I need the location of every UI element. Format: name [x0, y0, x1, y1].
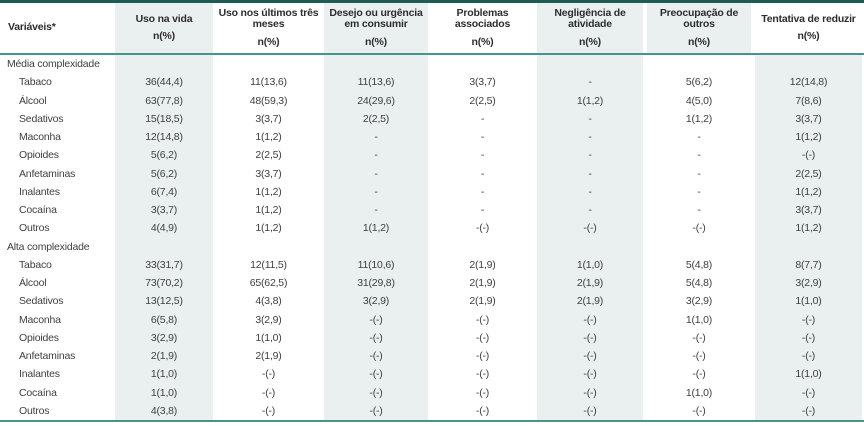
table-cell: -(-)	[322, 402, 430, 420]
table-row	[0, 146, 864, 164]
row-label: Outros	[19, 404, 50, 417]
table-cell: -	[535, 146, 645, 164]
table-cell: 3(2,9)	[255, 313, 282, 326]
table-cell: 2(2,5)	[255, 149, 282, 162]
table-cell: -(-)	[475, 386, 490, 399]
column-header-unit: n(%)	[797, 30, 820, 42]
table-cell: 1(1,2)	[255, 185, 282, 198]
row-label: Tabaco	[19, 258, 52, 271]
table-cell: 73(70,2)	[113, 274, 215, 292]
table-cell: -	[480, 149, 485, 162]
column-header-label: Preocupação de outros	[659, 6, 739, 31]
table-cell: -(-)	[322, 384, 430, 402]
table-cell: 3(3,7)	[113, 201, 215, 219]
table-cell: -(-)	[753, 329, 864, 347]
table-cell: 1(1,2)	[322, 219, 430, 237]
table-cell-empty	[753, 238, 864, 256]
table-row	[0, 92, 864, 110]
table-row	[0, 128, 864, 146]
table-cell: -	[480, 167, 485, 180]
table-cell: 1(1,0)	[113, 365, 215, 383]
table-row	[0, 384, 864, 402]
column-header-label: Negligência de atividade	[554, 6, 626, 31]
table-cell: 7(8,6)	[753, 92, 864, 110]
table-cell-empty	[113, 238, 215, 256]
table-cell: -	[322, 128, 430, 146]
row-label: Maconha	[19, 131, 61, 144]
table-cell: 4(3,8)	[255, 295, 282, 308]
table-cell: 2(2,5)	[322, 110, 430, 128]
table-cell-empty	[322, 238, 430, 256]
table-cell-empty	[645, 238, 753, 256]
row-label: Sedativos	[19, 295, 64, 308]
column-header-unit: n(%)	[579, 35, 601, 48]
row-label: Cocaína	[19, 204, 57, 217]
table-cell: 4(5,0)	[685, 94, 713, 107]
table-cell: 1(1,2)	[685, 112, 713, 125]
table-row	[0, 365, 864, 383]
table-cell: 3(3,7)	[255, 112, 282, 125]
table-cell: -(-)	[322, 311, 430, 329]
row-label: Tabaco	[19, 76, 52, 89]
table-cell: 5(4,8)	[685, 258, 713, 271]
table-cell: 15(18,5)	[113, 110, 215, 128]
row-label: Álcool	[19, 94, 47, 107]
table-cell: 1(1,2)	[753, 219, 864, 237]
table-cell: 11(13,6)	[250, 76, 287, 89]
table-row	[0, 165, 864, 183]
table-cell: 3(2,9)	[322, 292, 430, 310]
table-cell: 2(1,9)	[535, 274, 645, 292]
table-cell: 31(29,8)	[322, 274, 430, 292]
table-cell: 1(1,0)	[753, 365, 864, 383]
table-cell: -(-)	[753, 384, 864, 402]
column-header-8	[753, 3, 864, 53]
table-row	[0, 256, 864, 274]
column-header-label: Tentativa de reduzir	[761, 12, 856, 25]
table-cell-empty	[430, 238, 535, 256]
column-header-unit: n(%)	[257, 35, 280, 48]
table-cell: 2(1,9)	[469, 295, 496, 308]
table-cell: 2(2,5)	[753, 165, 864, 183]
table-cell: 2(1,9)	[469, 258, 496, 271]
table-cell: 13(12,5)	[113, 292, 215, 310]
table-cell: -(-)	[753, 146, 864, 164]
table-cell: -(-)	[692, 331, 706, 344]
table-cell: -	[697, 149, 701, 162]
table-cell: 1(1,2)	[255, 131, 282, 144]
table-cell: 1(1,2)	[753, 128, 864, 146]
column-header-4	[322, 3, 430, 53]
table-cell: -(-)	[322, 365, 430, 383]
table-cell: -	[697, 131, 701, 144]
table-cell: 12(14,8)	[753, 73, 864, 91]
table-cell: 3(2,9)	[113, 329, 215, 347]
table-cell: 5(6,2)	[685, 76, 713, 89]
table-cell: -	[480, 204, 485, 217]
table-cell: 1(1,0)	[255, 331, 282, 344]
section-row	[0, 55, 864, 73]
table-row	[0, 110, 864, 128]
table-cell: -(-)	[692, 222, 706, 235]
table-cell: 11(13,6)	[322, 73, 430, 91]
row-label: Maconha	[19, 313, 61, 326]
table-cell: -	[535, 183, 645, 201]
column-header-label: Desejo ou urgência em consumir	[329, 6, 423, 31]
table-cell: -(-)	[322, 347, 430, 365]
table-cell-empty	[215, 238, 322, 256]
column-header-unit: n(%)	[688, 35, 710, 48]
table-cell: -	[535, 201, 645, 219]
table-cell-empty	[113, 55, 215, 73]
table-cell: 1(1,0)	[685, 386, 713, 399]
table-cell: -(-)	[753, 311, 864, 329]
table-cell: 4(3,8)	[113, 402, 215, 420]
table-cell: -(-)	[535, 402, 645, 420]
table-cell: 3(3,7)	[255, 167, 282, 180]
row-label: Anfetaminas	[19, 167, 76, 180]
table-body	[0, 55, 864, 422]
table-cell: 11(10,6)	[322, 256, 430, 274]
column-header-5	[430, 3, 535, 53]
table-cell: 12(11,5)	[250, 258, 287, 271]
table-cell: -(-)	[692, 350, 706, 363]
table-cell: 1(1,2)	[255, 204, 282, 217]
table-cell: -	[697, 167, 701, 180]
table-row	[0, 73, 864, 91]
table-cell: 4(4,9)	[113, 219, 215, 237]
table-cell: -	[480, 112, 485, 125]
column-header-label: Uso nos últimos três meses	[218, 6, 319, 31]
table-cell: -(-)	[753, 402, 864, 420]
table-row	[0, 292, 864, 310]
table-cell-empty	[215, 55, 322, 73]
row-label: Opioides	[19, 149, 59, 162]
table-cell: -(-)	[535, 219, 645, 237]
table-cell: -(-)	[535, 329, 645, 347]
table-cell: 65(62,5)	[249, 277, 288, 290]
table-cell: -	[480, 185, 485, 198]
table-cell: 5(6,2)	[113, 165, 215, 183]
table-cell: -	[322, 165, 430, 183]
table-cell: 3(3,7)	[753, 110, 864, 128]
table-row	[0, 219, 864, 237]
table-cell: 5(6,2)	[113, 146, 215, 164]
table-cell: -(-)	[692, 368, 706, 381]
table-cell: -(-)	[475, 313, 490, 326]
column-header-7	[645, 3, 753, 53]
table-cell: -	[535, 128, 645, 146]
table-cell: -(-)	[753, 347, 864, 365]
table-cell: 1(1,0)	[685, 313, 713, 326]
table-cell: -	[322, 146, 430, 164]
table-cell: 1(1,2)	[753, 183, 864, 201]
table-cell: -(-)	[261, 386, 276, 399]
column-header-unit: n(%)	[365, 35, 387, 48]
section-label: Alta complexidade	[7, 240, 90, 253]
row-label: Sedativos	[19, 112, 64, 125]
column-header-label: Variáveis*	[8, 21, 56, 34]
table-cell: 1(1,2)	[535, 92, 645, 110]
table-cell: -(-)	[261, 368, 276, 381]
table-cell: -(-)	[535, 347, 645, 365]
table-cell: 3(2,9)	[753, 274, 864, 292]
table-cell-empty	[322, 55, 430, 73]
table-cell: -(-)	[475, 404, 490, 417]
table-cell: -(-)	[475, 368, 490, 381]
table-cell: 1(1,2)	[255, 222, 282, 235]
table-row	[0, 183, 864, 201]
table-cell: -(-)	[475, 350, 490, 363]
column-header-2	[113, 3, 215, 53]
table-cell: -(-)	[475, 222, 490, 235]
table-cell: -	[322, 183, 430, 201]
column-header-3	[215, 3, 322, 53]
row-label: Cocaína	[19, 386, 57, 399]
table-cell: -(-)	[535, 384, 645, 402]
table-cell: -	[322, 201, 430, 219]
table-cell: -(-)	[692, 404, 706, 417]
table-row	[0, 402, 864, 422]
table-row	[0, 311, 864, 329]
row-label: Opioides	[19, 331, 59, 344]
table-cell-empty	[535, 55, 645, 73]
table-cell: 24(29,6)	[322, 92, 430, 110]
table-cell: 1(1,0)	[535, 256, 645, 274]
table-cell: 5(4,8)	[685, 277, 713, 290]
row-label: Álcool	[19, 277, 47, 290]
row-label: Inalantes	[19, 368, 60, 381]
row-label: Inalantes	[19, 185, 60, 198]
table-cell: -(-)	[261, 404, 276, 417]
table-cell: 2(1,9)	[255, 350, 282, 363]
table-cell: -(-)	[535, 365, 645, 383]
column-header-unit: n(%)	[471, 35, 494, 48]
table-cell: 33(31,7)	[113, 256, 215, 274]
table-cell: 2(2,5)	[469, 94, 496, 107]
table-cell: 2(1,9)	[113, 347, 215, 365]
table-cell: -	[697, 185, 701, 198]
table-row	[0, 347, 864, 365]
table-row	[0, 274, 864, 292]
table-cell: 8(7,7)	[753, 256, 864, 274]
table-cell: -(-)	[322, 329, 430, 347]
column-header-6	[535, 3, 645, 53]
column-header-label: Problemas associados	[454, 6, 511, 31]
column-header-label: Uso na vida	[135, 12, 193, 25]
table-cell: 1(1,0)	[113, 384, 215, 402]
table-cell: 3(2,9)	[685, 295, 713, 308]
table-cell: 1(1,0)	[753, 292, 864, 310]
table-cell: -	[535, 73, 645, 91]
table-cell: -(-)	[475, 331, 490, 344]
table-cell-empty	[645, 55, 753, 73]
table-cell: 12(14,8)	[113, 128, 215, 146]
table-cell: 3(3,7)	[469, 76, 496, 89]
table-cell: -	[535, 165, 645, 183]
table-cell: -	[697, 204, 701, 217]
table-row	[0, 201, 864, 219]
table-cell: 3(3,7)	[753, 201, 864, 219]
table-cell: 63(77,8)	[113, 92, 215, 110]
table-cell: 48(59,3)	[249, 94, 288, 107]
section-row	[0, 238, 864, 256]
table-cell: 36(44,4)	[113, 73, 215, 91]
table-cell-empty	[535, 238, 645, 256]
table-cell: 6(5,8)	[113, 311, 215, 329]
table-cell: -(-)	[535, 311, 645, 329]
table-cell: 2(1,9)	[469, 277, 496, 290]
row-label: Outros	[19, 222, 50, 235]
table-cell: 6(7,4)	[113, 183, 215, 201]
column-header-unit: n(%)	[153, 30, 175, 42]
table-cell-empty	[430, 55, 535, 73]
table-cell: -	[535, 110, 645, 128]
section-label: Média complexidade	[7, 58, 100, 71]
table-row	[0, 329, 864, 347]
table-header-row	[0, 3, 864, 55]
table-cell: 2(1,9)	[535, 292, 645, 310]
table-cell-empty	[753, 55, 864, 73]
column-header-1	[0, 3, 113, 53]
table-cell: -	[480, 131, 485, 144]
row-label: Anfetaminas	[19, 350, 76, 363]
